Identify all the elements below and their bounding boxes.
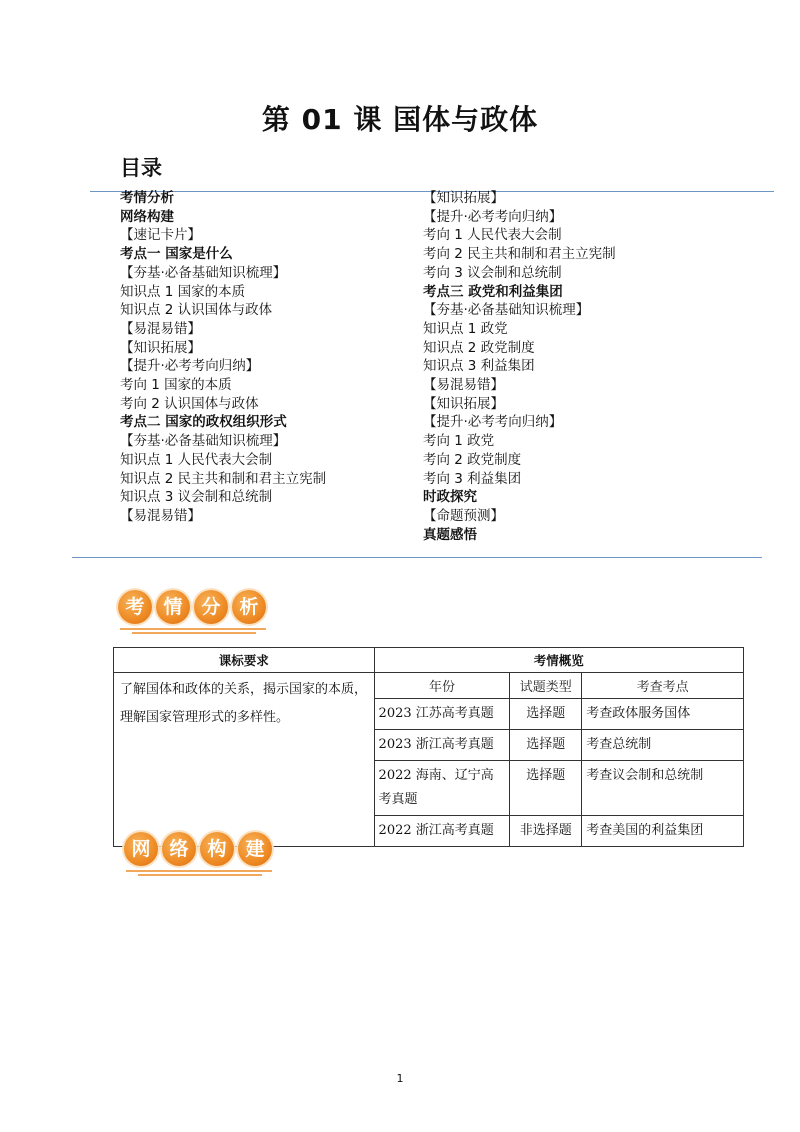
toc-entry[interactable]: 考点二 国家的政权组织形式 [120, 414, 287, 431]
toc-entry[interactable]: 考向 2 民主共和制和君主立宪制 [423, 246, 616, 263]
toc-entry[interactable]: 知识点 2 政党制度 [423, 339, 535, 356]
subheader-point: 考查考点 [582, 673, 744, 699]
toc-entry[interactable]: 知识点 2 认识国体与政体 [120, 302, 273, 319]
toc-entry[interactable]: 【提升·必考考向归纳】 [423, 414, 563, 431]
toc-entry[interactable]: 考点一 国家是什么 [120, 246, 233, 263]
badge-char: 络 [162, 832, 196, 866]
type-cell: 选择题 [510, 699, 582, 730]
toc-entry[interactable]: 知识点 1 国家的本质 [120, 283, 246, 300]
toc-entry[interactable]: 考向 2 政党制度 [423, 451, 522, 468]
toc-entry[interactable]: 考点三 政党和利益集团 [423, 283, 563, 300]
table-header-row [114, 648, 744, 673]
toc-entry[interactable]: 【夯基·必备基础知识梳理】 [120, 264, 287, 281]
type-cell: 非选择题 [510, 816, 582, 847]
toc-entry[interactable]: 【提升·必考考向归纳】 [423, 208, 563, 225]
badge-char: 建 [238, 832, 272, 866]
toc-entry[interactable]: 网络构建 [120, 208, 174, 225]
toc-entry[interactable]: 知识点 1 政党 [423, 320, 508, 337]
type-cell: 选择题 [510, 730, 582, 761]
toc-entry[interactable]: 【易混易错】 [423, 377, 504, 394]
toc-entry[interactable]: 知识点 3 议会制和总统制 [120, 489, 273, 506]
toc-entry[interactable]: 【速记卡片】 [120, 227, 201, 244]
subheader-type: 试题类型 [510, 673, 582, 699]
type-cell: 选择题 [510, 761, 582, 816]
header-overview: 考情概览 [374, 648, 743, 673]
badge-char: 构 [200, 832, 234, 866]
badge-underline [126, 870, 272, 872]
page-number: 1 [396, 1072, 404, 1085]
toc-entry[interactable]: 【夯基·必备基础知识梳理】 [423, 302, 590, 319]
point-cell: 考查议会制和总统制 [582, 761, 744, 816]
subheader-year: 年份 [374, 673, 510, 699]
toc-entry[interactable]: 【命题预测】 [423, 507, 504, 524]
badge-char: 情 [156, 590, 190, 624]
year-cell: 2022 浙江高考真题 [374, 816, 510, 847]
toc-right-column [423, 189, 616, 544]
toc-entry[interactable]: 考向 1 国家的本质 [120, 377, 232, 394]
toc-entry[interactable]: 知识点 3 利益集团 [423, 358, 535, 375]
toc-entry[interactable]: 【易混易错】 [120, 507, 201, 524]
year-cell: 2022 海南、辽宁高考真题 [374, 761, 510, 816]
toc-heading: 目录 [120, 156, 162, 180]
point-cell: 考查政体服务国体 [582, 699, 744, 730]
toc-entry[interactable]: 【夯基·必备基础知识梳理】 [120, 433, 287, 450]
requirement-cell: 了解国体和政体的关系，揭示国家的本质，理解国家管理形式的多样性。 [114, 673, 375, 847]
table-subheader-row [114, 673, 744, 699]
toc-entry[interactable]: 考向 2 认识国体与政体 [120, 395, 259, 412]
badge-underline [138, 874, 262, 876]
point-cell: 考查美国的利益集团 [582, 816, 744, 847]
toc-entry[interactable]: 知识点 2 民主共和制和君主立宪制 [120, 470, 327, 487]
badge-char: 分 [194, 590, 228, 624]
header-requirements: 课标要求 [114, 648, 375, 673]
toc-entry[interactable]: 考向 1 政党 [423, 433, 495, 450]
page-title: 第 01 课 国体与政体 [261, 103, 539, 136]
year-cell: 2023 浙江高考真题 [374, 730, 510, 761]
toc-entry[interactable]: 考情分析 [120, 190, 174, 206]
toc-entry[interactable]: 【知识拓展】 [423, 190, 504, 206]
toc-entry[interactable]: 【易混易错】 [120, 320, 201, 337]
toc-entry[interactable]: 考向 3 议会制和总统制 [423, 264, 562, 281]
toc-entry[interactable]: 考向 3 利益集团 [423, 470, 522, 487]
toc-left-column [120, 189, 326, 526]
badge-underline [132, 632, 256, 634]
toc-bottom-divider [72, 557, 762, 558]
toc-entry[interactable]: 【知识拓展】 [423, 395, 504, 412]
toc-entry[interactable]: 真题感悟 [423, 526, 477, 543]
point-cell: 考查总统制 [582, 730, 744, 761]
toc-entry[interactable]: 【提升·必考考向归纳】 [120, 358, 260, 375]
badge-char: 析 [232, 590, 266, 624]
toc-entry[interactable]: 【知识拓展】 [120, 339, 201, 356]
badge-char: 考 [118, 590, 152, 624]
exam-overview-table [113, 647, 744, 847]
badge-underline [120, 628, 266, 630]
year-cell: 2023 江苏高考真题 [374, 699, 510, 730]
toc-entry[interactable]: 知识点 1 人民代表大会制 [120, 451, 273, 468]
badge-char: 网 [124, 832, 158, 866]
toc-entry[interactable]: 考向 1 人民代表大会制 [423, 227, 562, 244]
toc-entry[interactable]: 时政探究 [423, 489, 477, 506]
